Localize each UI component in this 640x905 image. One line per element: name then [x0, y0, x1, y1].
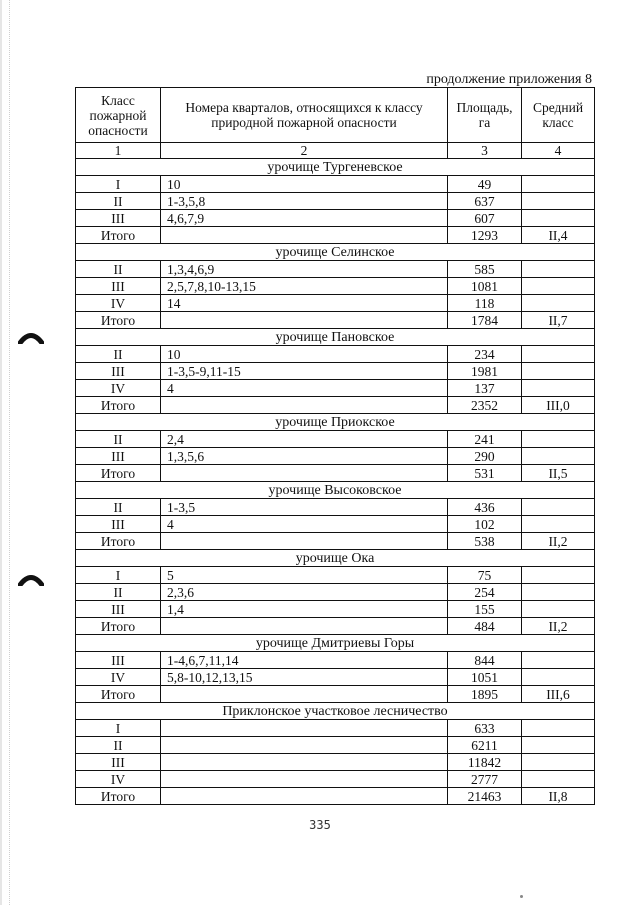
column-number: 4 — [522, 143, 595, 159]
table-row — [76, 584, 595, 601]
quarters-cell: 10 — [161, 176, 448, 193]
section-title: урочище Тургеневское — [76, 159, 595, 176]
average-class-cell — [522, 278, 595, 295]
total-row — [76, 465, 595, 482]
average-class-cell — [522, 431, 595, 448]
area-cell: 254 — [448, 584, 522, 601]
quarters-cell — [161, 312, 448, 329]
average-class-cell — [522, 193, 595, 210]
total-row — [76, 618, 595, 635]
quarters-cell — [161, 788, 448, 805]
class-cell: II — [76, 193, 161, 210]
section-header-row — [76, 550, 595, 567]
area-cell: 531 — [448, 465, 522, 482]
area-cell: 607 — [448, 210, 522, 227]
class-cell: IV — [76, 380, 161, 397]
table-row — [76, 567, 595, 584]
total-row — [76, 227, 595, 244]
table-row — [76, 431, 595, 448]
column-header-average: Средний класс — [522, 88, 595, 143]
class-cell: Итого — [76, 788, 161, 805]
class-cell: Итого — [76, 686, 161, 703]
quarters-cell: 10 — [161, 346, 448, 363]
area-cell: 137 — [448, 380, 522, 397]
table-row — [76, 516, 595, 533]
fire-hazard-table — [75, 87, 595, 805]
average-class-cell — [522, 295, 595, 312]
area-cell: 484 — [448, 618, 522, 635]
average-class-cell: II,5 — [522, 465, 595, 482]
table-row — [76, 669, 595, 686]
column-header-area: Площадь, га — [448, 88, 522, 143]
column-number: 2 — [161, 143, 448, 159]
average-class-cell: II,2 — [522, 533, 595, 550]
area-cell: 1051 — [448, 669, 522, 686]
average-class-cell — [522, 567, 595, 584]
quarters-cell: 5,8-10,12,13,15 — [161, 669, 448, 686]
class-cell: I — [76, 567, 161, 584]
section-header-row — [76, 329, 595, 346]
table-row — [76, 652, 595, 669]
area-cell: 1081 — [448, 278, 522, 295]
total-row — [76, 312, 595, 329]
average-class-cell — [522, 210, 595, 227]
quarters-cell: 1-3,5-9,11-15 — [161, 363, 448, 380]
average-class-cell — [522, 380, 595, 397]
section-header-row — [76, 635, 595, 652]
quarters-cell: 1,3,5,6 — [161, 448, 448, 465]
class-cell: Итого — [76, 465, 161, 482]
quarters-cell: 2,4 — [161, 431, 448, 448]
class-cell: III — [76, 210, 161, 227]
average-class-cell — [522, 516, 595, 533]
average-class-cell — [522, 652, 595, 669]
class-cell: III — [76, 652, 161, 669]
table-row — [76, 754, 595, 771]
quarters-cell: 5 — [161, 567, 448, 584]
area-cell: 118 — [448, 295, 522, 312]
average-class-cell — [522, 176, 595, 193]
scan-edge — [0, 0, 2, 905]
average-class-cell — [522, 737, 595, 754]
area-cell: 2777 — [448, 771, 522, 788]
table-body — [76, 159, 595, 805]
class-cell: III — [76, 754, 161, 771]
class-cell: IV — [76, 295, 161, 312]
total-row — [76, 788, 595, 805]
table-row — [76, 261, 595, 278]
quarters-cell: 4 — [161, 380, 448, 397]
quarters-cell — [161, 771, 448, 788]
table-row — [76, 448, 595, 465]
section-header-row — [76, 244, 595, 261]
section-header-row — [76, 414, 595, 431]
average-class-cell: II,7 — [522, 312, 595, 329]
area-cell: 633 — [448, 720, 522, 737]
scan-margin-line — [9, 0, 10, 905]
continuation-note: продолжение приложения 8 — [426, 72, 592, 87]
area-cell: 49 — [448, 176, 522, 193]
section-title: урочище Пановское — [76, 329, 595, 346]
class-cell: II — [76, 499, 161, 516]
quarters-cell — [161, 686, 448, 703]
column-number: 3 — [448, 143, 522, 159]
area-cell: 241 — [448, 431, 522, 448]
area-cell: 21463 — [448, 788, 522, 805]
section-title: урочище Селинское — [76, 244, 595, 261]
quarters-cell: 4 — [161, 516, 448, 533]
table-row — [76, 346, 595, 363]
quarters-cell — [161, 754, 448, 771]
quarters-cell: 1,4 — [161, 601, 448, 618]
quarters-cell — [161, 533, 448, 550]
area-cell: 234 — [448, 346, 522, 363]
class-cell: III — [76, 363, 161, 380]
table-row — [76, 176, 595, 193]
section-title: урочище Приокское — [76, 414, 595, 431]
table-row — [76, 295, 595, 312]
quarters-cell — [161, 737, 448, 754]
quarters-cell: 2,5,7,8,10-13,15 — [161, 278, 448, 295]
area-cell: 11842 — [448, 754, 522, 771]
table-row — [76, 210, 595, 227]
section-title: урочище Высоковское — [76, 482, 595, 499]
area-cell: 155 — [448, 601, 522, 618]
quarters-cell: 1-3,5 — [161, 499, 448, 516]
quarters-cell: 4,6,7,9 — [161, 210, 448, 227]
area-cell: 2352 — [448, 397, 522, 414]
quarters-cell — [161, 618, 448, 635]
total-row — [76, 397, 595, 414]
area-cell: 75 — [448, 567, 522, 584]
total-row — [76, 533, 595, 550]
table-row — [76, 771, 595, 788]
area-cell: 1895 — [448, 686, 522, 703]
quarters-cell — [161, 465, 448, 482]
area-cell: 1981 — [448, 363, 522, 380]
average-class-cell: II,4 — [522, 227, 595, 244]
table-row — [76, 193, 595, 210]
area-cell: 844 — [448, 652, 522, 669]
area-cell: 637 — [448, 193, 522, 210]
average-class-cell — [522, 601, 595, 618]
table-row — [76, 601, 595, 618]
class-cell: Итого — [76, 397, 161, 414]
area-cell: 585 — [448, 261, 522, 278]
class-cell: II — [76, 346, 161, 363]
class-cell: III — [76, 601, 161, 618]
class-cell: Итого — [76, 533, 161, 550]
average-class-cell — [522, 669, 595, 686]
quarters-cell: 1,3,4,6,9 — [161, 261, 448, 278]
class-cell: II — [76, 584, 161, 601]
average-class-cell — [522, 720, 595, 737]
class-cell: II — [76, 431, 161, 448]
average-class-cell — [522, 584, 595, 601]
average-class-cell — [522, 261, 595, 278]
average-class-cell: III,0 — [522, 397, 595, 414]
scan-speck — [520, 895, 523, 898]
table-row — [76, 499, 595, 516]
average-class-cell: II,8 — [522, 788, 595, 805]
area-cell: 1784 — [448, 312, 522, 329]
quarters-cell: 1-4,6,7,11,14 — [161, 652, 448, 669]
page-number: 335 — [309, 818, 331, 832]
average-class-cell — [522, 448, 595, 465]
quarters-cell — [161, 397, 448, 414]
table-row — [76, 720, 595, 737]
quarters-cell: 14 — [161, 295, 448, 312]
average-class-cell — [522, 771, 595, 788]
average-class-cell — [522, 499, 595, 516]
table-row — [76, 380, 595, 397]
section-header-row — [76, 703, 595, 720]
average-class-cell — [522, 346, 595, 363]
section-title: урочище Ока — [76, 550, 595, 567]
class-cell: III — [76, 278, 161, 295]
quarters-cell: 2,3,6 — [161, 584, 448, 601]
class-cell: IV — [76, 669, 161, 686]
average-class-cell: III,6 — [522, 686, 595, 703]
class-cell: IV — [76, 771, 161, 788]
class-cell: III — [76, 516, 161, 533]
area-cell: 102 — [448, 516, 522, 533]
average-class-cell — [522, 363, 595, 380]
quarters-cell — [161, 227, 448, 244]
punch-hole-mark-icon — [18, 330, 44, 344]
table-row — [76, 363, 595, 380]
area-cell: 538 — [448, 533, 522, 550]
average-class-cell: II,2 — [522, 618, 595, 635]
section-title: урочище Дмитриевы Горы — [76, 635, 595, 652]
table-row — [76, 737, 595, 754]
class-cell: I — [76, 176, 161, 193]
table-row — [76, 278, 595, 295]
column-number: 1 — [76, 143, 161, 159]
class-cell: Итого — [76, 312, 161, 329]
column-header-quarters: Номера кварталов, относящихся к классу природной пожарной опасности — [161, 88, 448, 143]
section-header-row — [76, 159, 595, 176]
section-header-row — [76, 482, 595, 499]
section-title: Приклонское участковое лесничество — [76, 703, 595, 720]
class-cell: Итого — [76, 227, 161, 244]
area-cell: 436 — [448, 499, 522, 516]
area-cell: 6211 — [448, 737, 522, 754]
class-cell: II — [76, 737, 161, 754]
class-cell: Итого — [76, 618, 161, 635]
class-cell: III — [76, 448, 161, 465]
quarters-cell: 1-3,5,8 — [161, 193, 448, 210]
punch-hole-mark-icon — [18, 572, 44, 586]
column-header-class: Класс пожарной опасности — [76, 88, 161, 143]
class-cell: I — [76, 720, 161, 737]
quarters-cell — [161, 720, 448, 737]
area-cell: 1293 — [448, 227, 522, 244]
average-class-cell — [522, 754, 595, 771]
total-row — [76, 686, 595, 703]
class-cell: II — [76, 261, 161, 278]
area-cell: 290 — [448, 448, 522, 465]
